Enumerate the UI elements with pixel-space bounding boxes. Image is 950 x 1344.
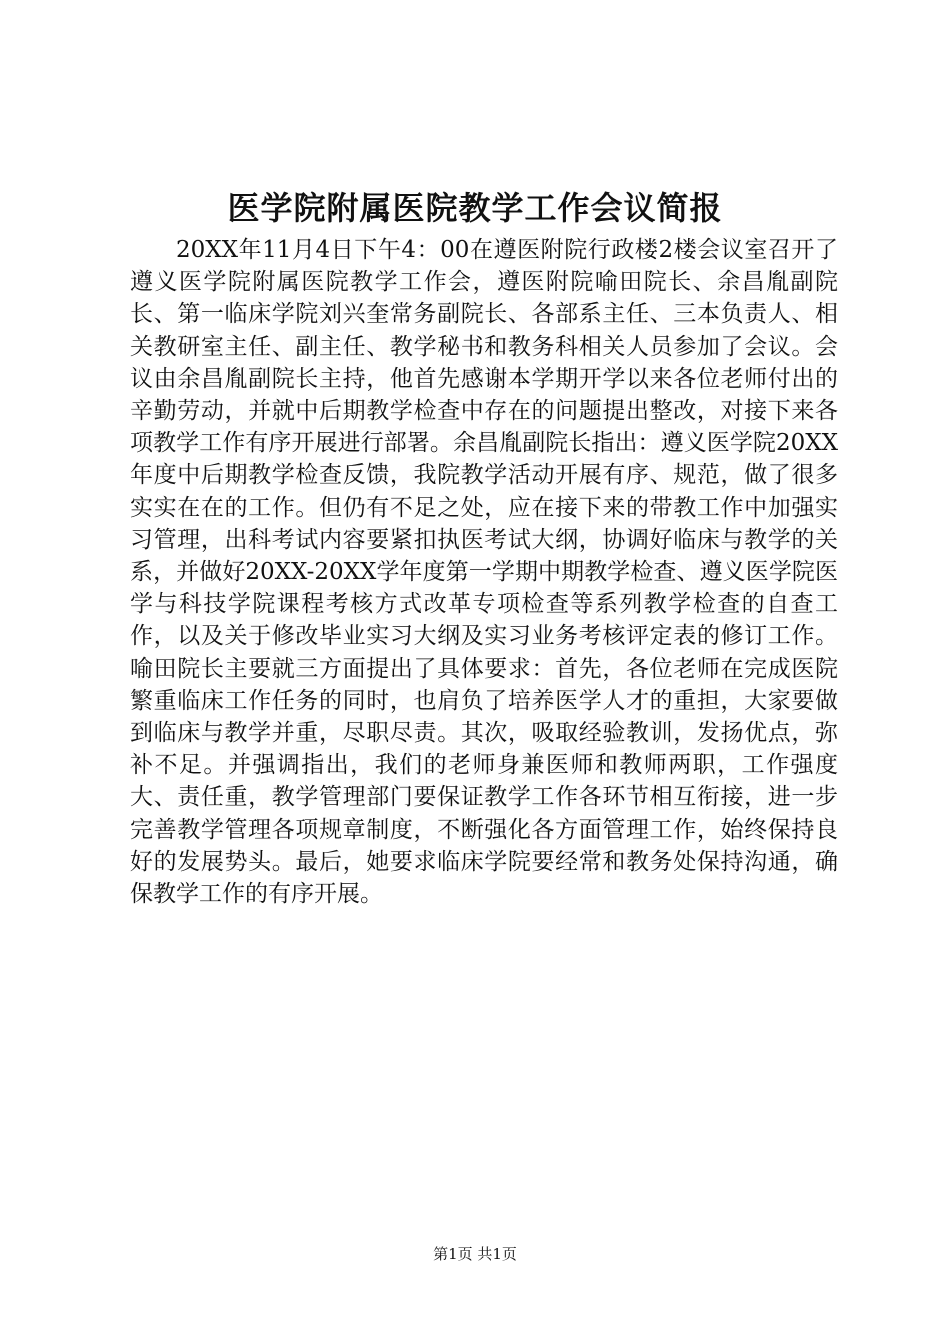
page-footer: 第1页 共1页 (433, 1245, 517, 1263)
document-title: 医学院附属医院教学工作会议简报 (227, 189, 723, 227)
document-body: 20XX年11月4日下午4：00在遵医附院行政楼2楼会议室召开了遵义医学院附属医院教学工作会，遵医附院喻田院长、余昌胤副院长、第一临床学院刘兴奎常务副院长、各部系主任、三本负责人、相关教研室主任、副主任、教学秘书和教务科相关人员参加了会议。会议由余昌胤副院长主持，他首先感谢本学期开学以来各位老师付出的辛勤劳动，并就中后期教学检查中存在的问题提出整改，对接下来各项教学工作有序开展进行部署。余昌胤副院长指出：遵义医学院20XX年度中后期教学检查反馈，我院教学活动开展有序、规范，做了很多实实在在的工作。但仍有不足之处，应在接下来的带教工作中加强实习管理，出科考试内容要紧扣执医考试大纲，协调好临床与教学的关系，并做好20XX-20XX学年度第一学期中期教学检查、遵义医学院医学与科技学院课程考核方式改革专项检查等系列教学检查的自查工作，以及关于修改毕业实习大纲及实习业务考核评定表的修订工作。喻田院长主要就三方面提出了具体要求：首先，各位老师在完成医院繁重临床工作任务的同时，也肩负了培养医学人才的重担，大家要做到临床与教学并重，尽职尽责。其次，吸取经验教训，发扬优点，弥补不足。并强调指出，我们的老师身兼医师和教师两职，工作强度大、责任重，教学管理部门要保证教学工作各环节相互衔接，进一步完善教学管理各项规章制度，不断强化各方面管理工作，始终保持良好的发展势头。最后，她要求临床学院要经常和教务处保持沟通，确保教学工作的有序开展。 (130, 237, 838, 908)
